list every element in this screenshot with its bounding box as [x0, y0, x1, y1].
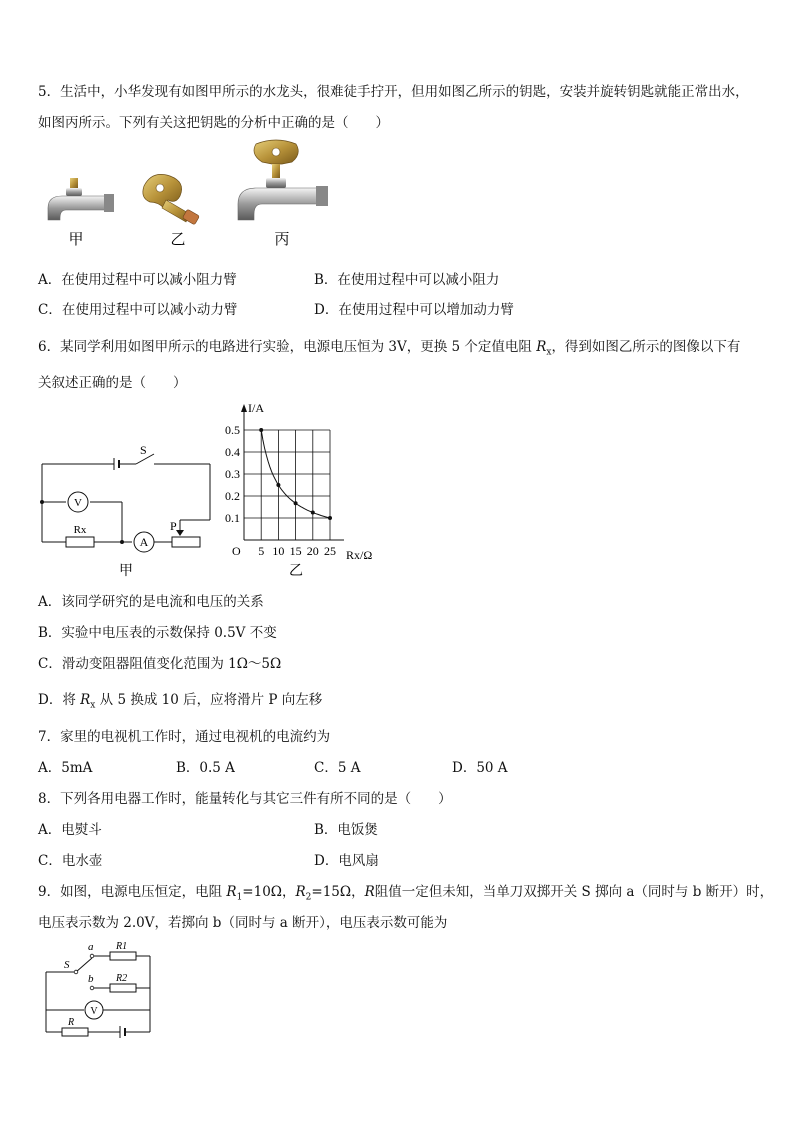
- r2-label: R2: [116, 973, 128, 984]
- q6-option-d[interactable]: [38, 691, 322, 715]
- data-point: [294, 501, 298, 505]
- data-point: [276, 483, 280, 487]
- q5-option-a[interactable]: A．在使用过程中可以减小阻力臂: [38, 272, 237, 288]
- q8-option-d[interactable]: D．电风扇: [314, 853, 379, 869]
- circuit-switch-label: S: [140, 443, 147, 457]
- switch-s-label: S: [64, 959, 70, 971]
- q5-figures: [40, 138, 340, 250]
- x-tick-label: 15: [289, 544, 302, 558]
- q9-r2-sub: 2: [305, 892, 312, 903]
- q6-d-post: 从 5 换成 10 后，应将滑片 P 向左移: [95, 692, 323, 708]
- x-tick-label: 25: [324, 544, 336, 558]
- x-tick-label: 10: [272, 544, 285, 558]
- q8-option-a[interactable]: A．电熨斗: [38, 822, 102, 838]
- x-tick-label: 5: [258, 544, 265, 558]
- q5-option-d[interactable]: D．在使用过程中可以增加动力臂: [314, 302, 514, 318]
- x-axis-label: Rx/Ω: [346, 548, 373, 562]
- q6-stem-var: R: [536, 339, 547, 355]
- data-point: [328, 516, 332, 520]
- key-yi-image: [143, 174, 200, 224]
- terminal-a-label: a: [88, 941, 94, 953]
- x-tick-label: 20: [306, 544, 319, 558]
- r1-label: R1: [116, 941, 128, 952]
- q9-p2: =10Ω，: [242, 884, 296, 900]
- terminal-b-label: b: [88, 973, 94, 985]
- data-point: [311, 511, 315, 515]
- slider-label: P: [170, 519, 177, 533]
- q9-circuit-diagram: [40, 938, 160, 1042]
- q7-option-a[interactable]: A．5mA: [38, 760, 93, 776]
- q6-d-pre: D．将: [38, 692, 81, 708]
- origin-label: O: [232, 544, 241, 558]
- q9-r2: R: [295, 884, 306, 900]
- q7-option-b[interactable]: B．0.5 A: [176, 760, 235, 776]
- q9-r: R: [364, 884, 375, 900]
- q6-stem-pre: 6．某同学利用如图甲所示的电路进行实验，电源电压恒为 3V，更换 5 个定值电阻: [38, 339, 537, 355]
- q5-stem-line1: 5．生活中，小华发现有如图甲所示的水龙头，很难徒手拧开，但用如图乙所示的钥匙，安装并旋转钥匙就能正常出水，: [38, 84, 749, 100]
- q6-circuit-diagram: [36, 440, 216, 580]
- q9-voltmeter-label: V: [90, 1006, 98, 1017]
- q5-option-c[interactable]: C．在使用过程中可以减小动力臂: [38, 302, 238, 318]
- faucet-jia-image: [48, 178, 114, 220]
- q6-d-var: R: [80, 692, 91, 708]
- y-tick-label: 0.5: [225, 423, 240, 437]
- label-jia: 甲: [68, 232, 84, 248]
- q8-stem: 8．下列各用电器工作时，能量转化与其它三件有所不同的是（ ）: [38, 791, 452, 807]
- q5-stem-line2: 如图丙所示。下列有关这把钥匙的分析中正确的是（ ）: [38, 115, 389, 131]
- q9-p4: 阻值一定但未知，当单刀双掷开关 S 掷向 a（同时与 b 断开）时，: [374, 884, 774, 900]
- y-axis-label: I/A: [248, 401, 264, 415]
- q6-option-a[interactable]: A．该同学研究的是电流和电压的关系: [38, 594, 264, 610]
- resistor-label: Rx: [73, 524, 87, 536]
- faucet-bing-image: [238, 140, 328, 220]
- q7-option-c[interactable]: C．5 A: [314, 760, 361, 776]
- chart-caption-yi: 乙: [289, 564, 303, 579]
- label-bing: 丙: [274, 232, 290, 248]
- q8-option-c[interactable]: C．电水壶: [38, 853, 103, 869]
- y-tick-label: 0.1: [225, 511, 240, 525]
- q9-p1: 9．如图，电源电压恒定，电阻: [38, 884, 227, 900]
- y-tick-label: 0.2: [225, 489, 240, 503]
- y-tick-label: 0.3: [225, 467, 240, 481]
- q6-option-b[interactable]: B．实验中电压表的示数保持 0.5V 不变: [38, 625, 277, 641]
- q9-p3: =15Ω，: [311, 884, 365, 900]
- q6-graph: [222, 398, 388, 582]
- label-yi: 乙: [170, 232, 186, 248]
- circuit-caption-jia: 甲: [119, 564, 133, 579]
- q5-option-b[interactable]: B．在使用过程中可以减小阻力: [314, 272, 500, 288]
- y-tick-label: 0.4: [225, 445, 240, 459]
- q6-stem-line1: [38, 338, 740, 362]
- data-point: [259, 428, 263, 432]
- q7-option-d[interactable]: D．50 A: [452, 760, 508, 776]
- q6-d-sub: x: [90, 700, 96, 711]
- q9-r1: R: [226, 884, 237, 900]
- q8-option-b[interactable]: B．电饭煲: [314, 822, 378, 838]
- q6-stem-post: ，得到如图乙所示的图像以下有: [551, 339, 741, 355]
- r-label: R: [68, 1017, 75, 1028]
- q7-stem: 7．家里的电视机工作时，通过电视机的电流约为: [38, 729, 331, 745]
- q6-stem-line2: 关叙述正确的是（ ）: [38, 375, 187, 391]
- y-axis-arrow: [241, 404, 247, 412]
- q9-r1-sub: 1: [236, 892, 243, 903]
- q9-stem-line2: 电压表示数为 2.0V，若掷向 b（同时与 a 断开），电压表示数可能为: [38, 915, 448, 931]
- voltmeter-label: V: [74, 497, 82, 509]
- q6-option-c[interactable]: C．滑动变阻器阻值变化范围为 1Ω～5Ω: [38, 656, 282, 672]
- q9-stem-line1: [38, 883, 773, 907]
- ammeter-label: A: [139, 535, 149, 549]
- q6-stem-sub: x: [546, 347, 552, 358]
